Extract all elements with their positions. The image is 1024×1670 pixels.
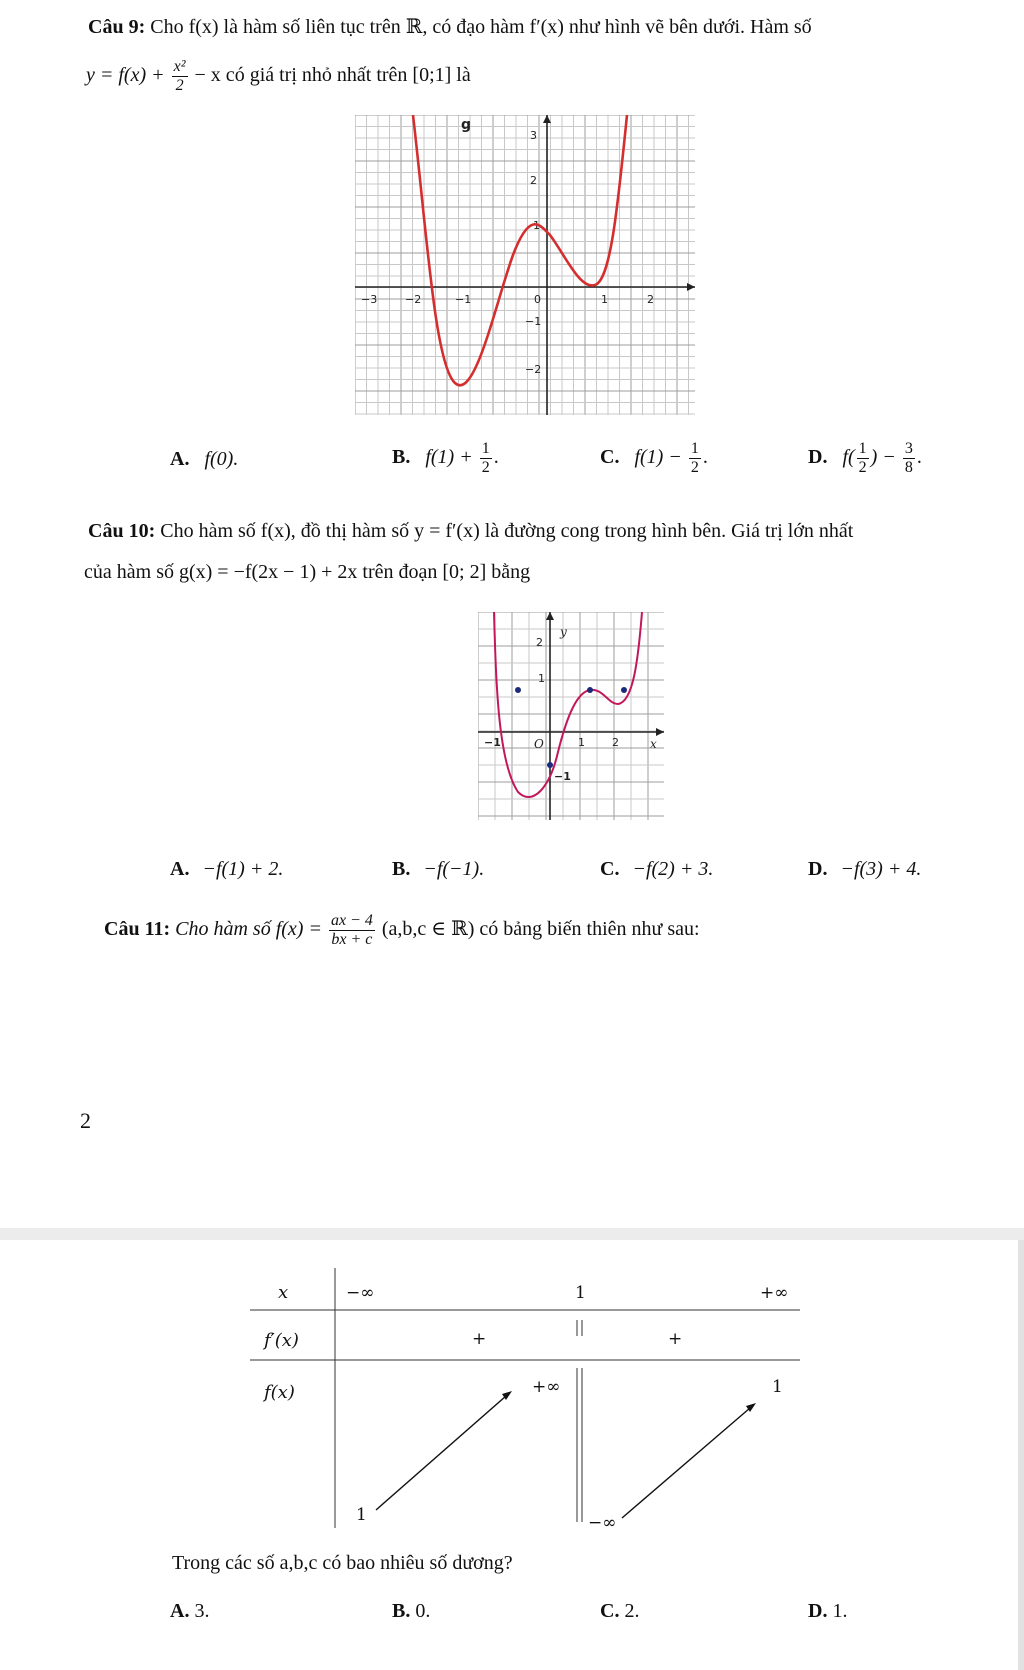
q10-ytick-2: 2 <box>536 636 543 649</box>
q9-ytick-2: 2 <box>530 174 537 187</box>
q9-stem-line1 <box>88 14 812 39</box>
q10-point-0 <box>547 762 553 768</box>
vt-x-pos-inf: +∞ <box>760 1283 789 1303</box>
q9-ytick-m1: −1 <box>525 315 542 328</box>
q9-x-arrow <box>687 283 695 291</box>
page-number: 2 <box>80 1108 91 1133</box>
q9-label: Câu 9: <box>88 16 146 38</box>
q9-option-d-frac2 <box>903 440 915 477</box>
q10-point-1 <box>587 687 593 693</box>
q9-option-c-frac <box>689 440 701 477</box>
q9-option-c-text: f(1) − <box>634 446 682 469</box>
q10-option-c-letter: C. <box>600 858 620 880</box>
q9-option-d-text: f( <box>842 446 855 469</box>
q10-point-2 <box>621 687 627 693</box>
vt-arrow-up-2 <box>622 1408 750 1518</box>
page-edge <box>1018 1240 1024 1670</box>
q10-option-c-text: −f(2) + 3. <box>632 858 714 880</box>
q11-question: Trong các số a,b,c có bao nhiêu số dương? <box>172 1552 513 1574</box>
q9-option-d-num2: 3 <box>904 440 913 457</box>
q10-option-a[interactable] <box>170 858 283 881</box>
q9-option-c-den: 2 <box>690 459 699 476</box>
q9-ytick-m2: −2 <box>525 363 542 376</box>
q11-stem-pre: Cho hàm số f(x) = <box>175 918 322 941</box>
q11-option-d-letter: D. <box>808 1600 828 1622</box>
q11-option-a-text: 3. <box>194 1600 210 1622</box>
q10-xtick-2: 2 <box>612 736 619 749</box>
q9-option-a[interactable] <box>170 448 238 471</box>
vt-fp-sign-2: + <box>668 1329 683 1349</box>
q10-graph <box>478 612 664 820</box>
q9-graph <box>355 115 695 415</box>
q9-option-d-mid: ) − <box>870 446 896 469</box>
q9-stem-text-1: Cho f(x) là hàm số liên tục trên ℝ, có đạo hàm f′(x) như hình vẽ bên dưới. Hàm số <box>150 16 812 38</box>
q10-stem-text-1: Cho hàm số f(x), đồ thị hàm số y = f′(x) là đường cong trong hình bên. Giá trị lớn nhất <box>160 520 854 542</box>
q10-xtick-m1: −1 <box>484 736 501 749</box>
q10-ytick-1: 1 <box>538 672 545 685</box>
q9-func-label: g <box>461 117 472 133</box>
q10-option-d-text: −f(3) + 4. <box>840 858 922 880</box>
q10-stem-text-2: của hàm số g(x) = −f(2x − 1) + 2x trên đoạn [0; 2] bằng <box>84 561 531 583</box>
q11-label: Câu 11: <box>104 918 171 941</box>
q9-option-d-frac1 <box>857 440 869 477</box>
q9-option-d-den1: 2 <box>858 459 867 476</box>
q11-frac-num: ax − 4 <box>330 912 373 929</box>
q10-option-b-text: −f(−1). <box>423 858 485 880</box>
vt-label-x: x <box>278 1282 289 1303</box>
q10-x-label: x <box>650 737 657 751</box>
q9-func: y = f(x) + <box>86 64 165 87</box>
q9-option-d-num1: 1 <box>858 440 867 457</box>
variation-table <box>250 1268 800 1528</box>
q9-xtick-m1: −1 <box>455 293 472 306</box>
q11-option-c[interactable] <box>600 1600 639 1623</box>
q11-option-b-letter: B. <box>392 1600 411 1622</box>
q10-label: Câu 10: <box>88 520 156 542</box>
q9-option-d-end: . <box>916 446 922 469</box>
q10-point-m1 <box>515 687 521 693</box>
q9-option-c-letter: C. <box>600 446 620 469</box>
q10-y-arrow <box>546 612 554 620</box>
q9-option-b-text: f(1) + <box>425 446 473 469</box>
q11-frac-den: bx + c <box>331 931 373 948</box>
q9-option-b-frac <box>480 440 492 477</box>
q11-stem <box>104 912 700 949</box>
q9-xtick-2: 2 <box>647 293 654 306</box>
q9-option-b-letter: B. <box>392 446 411 469</box>
q9-option-a-text: f(0). <box>204 448 239 470</box>
q9-option-c-end: . <box>702 446 708 469</box>
q9-y-arrow <box>543 115 551 123</box>
q11-option-c-letter: C. <box>600 1600 620 1622</box>
q9-option-c-num: 1 <box>690 440 699 457</box>
q10-x-arrow <box>656 728 664 736</box>
q10-option-d[interactable] <box>808 858 921 881</box>
q11-option-a-letter: A. <box>170 1600 190 1622</box>
vt-fp-sign-1: + <box>472 1329 487 1349</box>
q11-option-d-text: 1. <box>832 1600 848 1622</box>
q11-fraction <box>329 912 375 949</box>
q10-ytick-m1: −1 <box>554 770 571 783</box>
q9-option-b-den: 2 <box>481 459 490 476</box>
q10-xtick-1: 1 <box>578 736 585 749</box>
q9-fraction <box>172 58 188 95</box>
q9-ytick-1: 1 <box>533 219 540 232</box>
q9-xtick-1: 1 <box>601 293 608 306</box>
q9-option-a-letter: A. <box>170 448 190 470</box>
q9-stem-text-2: − x có giá trị nhỏ nhất trên [0;1] là <box>194 64 471 87</box>
q9-stem-line2 <box>86 58 471 95</box>
q11-option-a[interactable] <box>170 1600 209 1623</box>
q9-option-b-num: 1 <box>481 440 490 457</box>
q9-xtick-m3: −3 <box>361 293 378 306</box>
q9-xtick-m2: −2 <box>405 293 422 306</box>
q11-option-c-text: 2. <box>624 1600 640 1622</box>
vt-label-f: f(x) <box>264 1382 295 1403</box>
q10-stem-line1 <box>88 520 853 543</box>
q11-option-d[interactable] <box>808 1600 847 1623</box>
q11-option-b[interactable] <box>392 1600 430 1623</box>
q10-stem-line2 <box>84 561 530 584</box>
vt-f-start: 1 <box>356 1505 367 1525</box>
vt-f-end: 1 <box>772 1377 783 1397</box>
q11-option-b-text: 0. <box>415 1600 431 1622</box>
q11-stem-post: (a,b,c ∈ ℝ) có bảng biến thiên như sau: <box>381 918 700 941</box>
q10-y-label: y <box>560 625 567 639</box>
vt-x-1: 1 <box>575 1283 586 1303</box>
q10-origin: O <box>534 737 544 751</box>
vt-x-neg-inf: −∞ <box>346 1283 375 1303</box>
vt-arrow-up-1 <box>376 1396 506 1510</box>
vt-label-fp: f′(x) <box>264 1330 299 1351</box>
q9-option-b[interactable] <box>392 440 499 477</box>
q9-option-b-end: . <box>493 446 499 469</box>
q9-frac-num: x² <box>173 58 186 75</box>
q9-frac-den: 2 <box>175 77 184 94</box>
q9-option-d[interactable] <box>808 440 922 477</box>
q9-option-d-den2: 8 <box>904 459 913 476</box>
q9-option-c[interactable] <box>600 440 708 477</box>
q10-option-a-letter: A. <box>170 858 190 880</box>
q10-option-a-text: −f(1) + 2. <box>202 858 284 880</box>
q10-option-d-letter: D. <box>808 858 828 880</box>
q10-option-c[interactable] <box>600 858 713 881</box>
page-divider <box>0 1228 1024 1240</box>
vt-f-left-limit: +∞ <box>532 1377 561 1397</box>
q9-xtick-0: 0 <box>534 293 541 306</box>
q10-option-b[interactable] <box>392 858 484 881</box>
q9-option-d-letter: D. <box>808 446 828 469</box>
q9-ytick-3: 3 <box>530 129 537 142</box>
vt-f-right-limit: −∞ <box>588 1513 617 1528</box>
q10-option-b-letter: B. <box>392 858 411 880</box>
